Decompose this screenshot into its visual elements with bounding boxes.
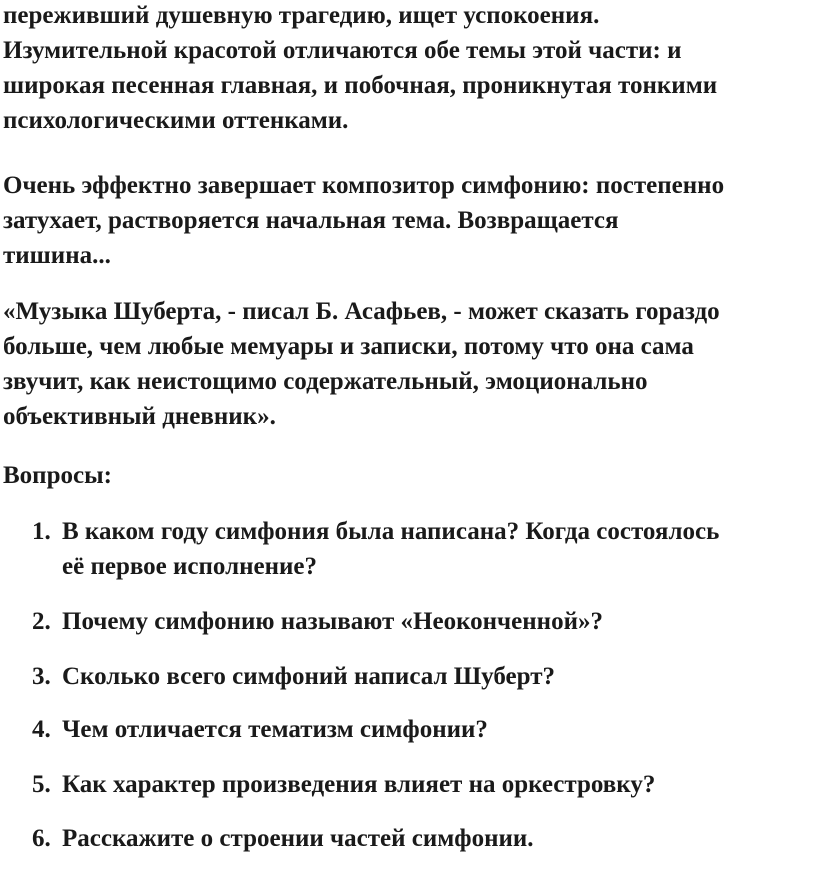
question-number: 6.	[32, 825, 51, 852]
question-number: 3.	[32, 663, 51, 690]
question-text	[62, 712, 488, 747]
text-line: её первое исполнение?	[62, 553, 318, 580]
text-line: звучит, как неистощимо содержательный, эмоционально	[3, 368, 648, 395]
question-number: 5.	[32, 771, 51, 798]
text-line: Как характер произведения влияет на оркестровку?	[62, 771, 656, 798]
question-number: 1.	[32, 518, 51, 545]
text-line: тишина...	[3, 242, 111, 269]
text-line: больше, чем любые мемуары и записки, потому что она сама	[3, 333, 694, 360]
text-line: «Музыка Шуберта, - писал Б. Асафьев, - может сказать гораздо	[3, 298, 720, 325]
text-line: В каком году симфония была написана? Когда состоялось	[62, 518, 720, 545]
question-text	[62, 659, 555, 694]
text-line: объективный дневник».	[3, 403, 276, 430]
text-line: психологическими оттенками.	[3, 107, 349, 134]
question-number: 2.	[32, 608, 51, 635]
text-line: Сколько всего симфоний написал Шуберт?	[62, 663, 555, 690]
text-line: переживший душевную трагедию, ищет успокоения.	[3, 2, 600, 29]
text-line: Очень эффектно завершает композитор симфонию: постепенно	[3, 172, 725, 199]
text-line: Почему симфонию называют «Неоконченной»?	[62, 608, 603, 635]
question-text	[62, 821, 534, 856]
paragraph-intro-ending	[3, 0, 717, 138]
question-text	[62, 767, 655, 802]
question-text	[62, 604, 603, 639]
question-number: 4.	[32, 716, 51, 743]
text-line: широкая песенная главная, и побочная, проникнутая тонкими	[3, 72, 718, 99]
paragraph-asafiev-quote	[3, 294, 720, 434]
paragraph-symphony-ending	[3, 168, 724, 273]
text-line: Изумительной красотой отличаются обе темы этой части: и	[3, 37, 682, 64]
text-line: Чем отличается тематизм симфонии?	[62, 716, 488, 743]
questions-heading: Вопросы:	[3, 462, 112, 489]
text-line: затухает, растворяется начальная тема. Возвращается	[3, 207, 619, 234]
text-line: Расскажите о строении частей симфонии.	[62, 825, 534, 852]
question-text	[62, 514, 719, 584]
